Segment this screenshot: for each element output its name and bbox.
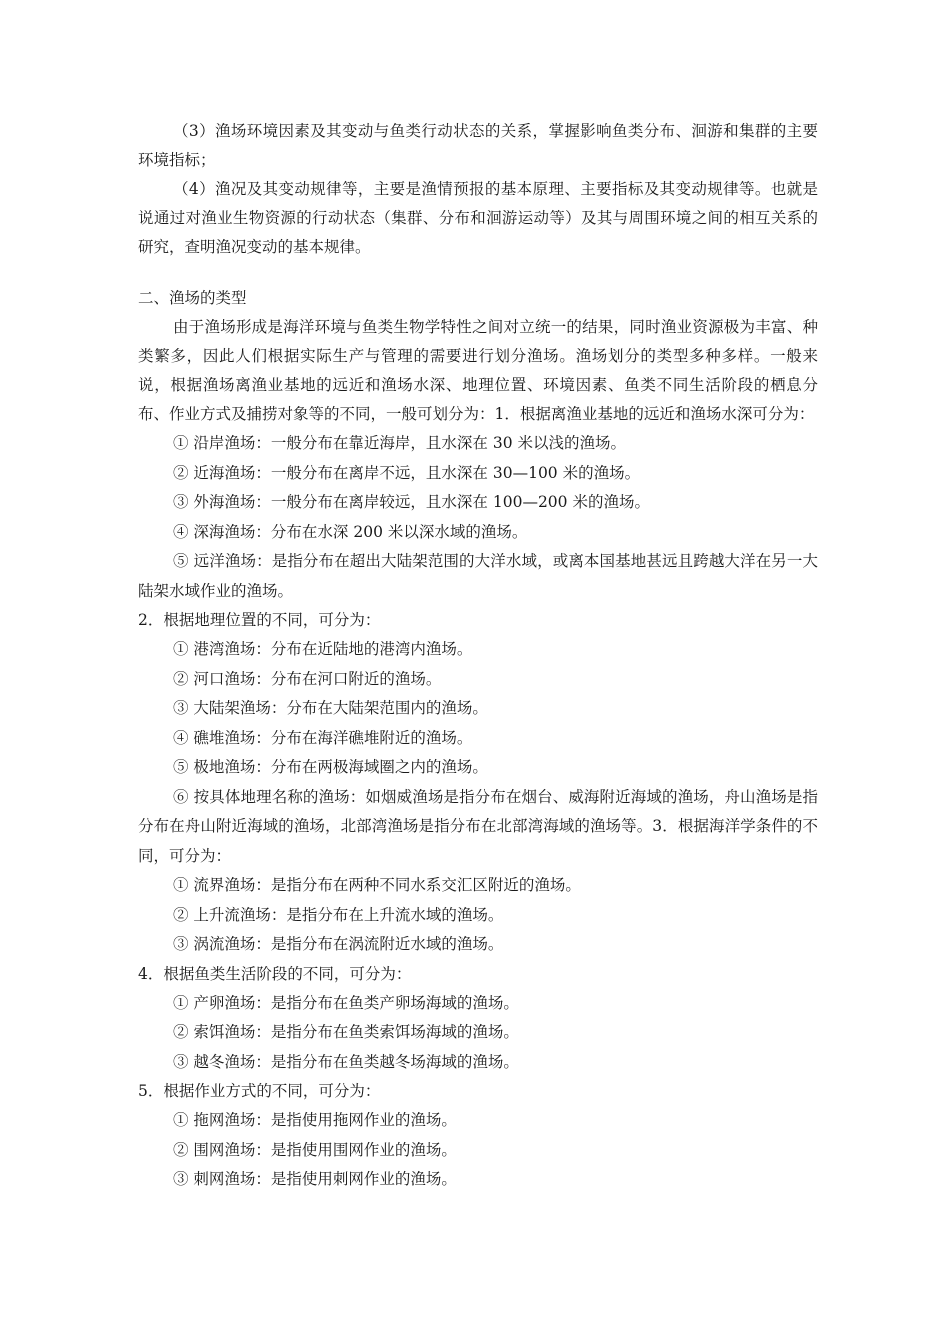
- list-item: ② 索饵渔场：是指分布在鱼类索饵场海域的渔场。: [173, 1023, 519, 1041]
- list-item: ② 围网渔场：是指使用围网作业的渔场。: [173, 1140, 457, 1159]
- document-body: [138, 117, 818, 1195]
- section-heading: 二、渔场的类型: [138, 289, 247, 307]
- list-item: ④ 礁堆渔场：分布在海洋礁堆附近的渔场。: [173, 728, 473, 747]
- subsection-title: 5．根据作业方式的不同，可分为：: [138, 1082, 381, 1100]
- list-item: ③ 外海渔场：一般分布在离岸较远，且水深在 100—200 米的渔场。: [173, 493, 650, 511]
- list-item: ① 沿岸渔场：一般分布在靠近海岸，且水深在 30 米以浅的渔场。: [173, 434, 627, 452]
- paragraph-item-3: （3）渔场环境因素及其变动与鱼类行动状态的关系，掌握影响鱼类分布、洄游和集群的主要环境指标；: [138, 122, 818, 169]
- list-item: ③ 大陆架渔场：分布在大陆架范围内的渔场。: [173, 699, 488, 717]
- list-item: ⑥ 按具体地理名称的渔场：如烟威渔场是指分布在烟台、威海附近海域的渔场，舟山渔场是指分布在舟山附近海域的渔场，北部湾渔场是指分布在北部湾海域的渔场等。3．根据海洋学条件的不同，可分为：: [138, 787, 818, 865]
- list-item: ④ 深海渔场：分布在水深 200 米以深水域的渔场。: [173, 522, 528, 541]
- list-item: ⑤ 极地渔场：分布在两极海域圈之内的渔场。: [173, 758, 488, 776]
- section-intro: 由于渔场形成是海洋环境与鱼类生物学特性之间对立统一的结果，同时渔业资源极为丰富、种类繁多，因此人们根据实际生产与管理的需要进行划分渔场。渔场划分的类型多种多样。一般来说，根据渔场离渔业基地的远近和渔场水深、地理位置、环境因素、鱼类不同生活阶段的栖息分布、作业方式及捕捞对象等的不同，一般可划分为：1．根据离渔业基地的远近和渔场水深可分为：: [138, 318, 818, 423]
- list-item: ③ 涡流渔场：是指分布在涡流附近水域的渔场。: [173, 935, 504, 953]
- paragraph-item-4: （4）渔况及其变动规律等，主要是渔情预报的基本原理、主要指标及其变动规律等。也就是说通过对渔业生物资源的行动状态（集群、分布和洄游运动等）及其与周围环境之间的相互关系的研究，查明渔况变动的基本规律。: [138, 180, 818, 256]
- list-item: ① 拖网渔场：是指使用拖网作业的渔场。: [173, 1111, 457, 1129]
- subsection-title: 2．根据地理位置的不同，可分为：: [138, 611, 381, 629]
- list-item: ① 流界渔场：是指分布在两种不同水系交汇区附近的渔场。: [173, 876, 581, 894]
- list-item: ① 港湾渔场：分布在近陆地的港湾内渔场。: [173, 640, 473, 658]
- list-item: ③ 刺网渔场：是指使用刺网作业的渔场。: [173, 1170, 457, 1188]
- list-item: ③ 越冬渔场：是指分布在鱼类越冬场海域的渔场。: [173, 1052, 519, 1071]
- section-gap: [138, 262, 818, 284]
- list-item: ② 近海渔场：一般分布在离岸不远，且水深在 30—100 米的渔场。: [173, 463, 641, 482]
- list-item: ① 产卵渔场：是指分布在鱼类产卵场海域的渔场。: [173, 993, 519, 1012]
- list-item: ⑤ 远洋渔场：是指分布在超出大陆架范围的大洋水域，或离本国基地甚远且跨越大洋在另一大陆架水域作业的渔场。: [138, 552, 818, 600]
- list-item: ② 河口渔场：分布在河口附近的渔场。: [173, 669, 442, 688]
- subsection-title: 4．根据鱼类生活阶段的不同，可分为：: [138, 964, 412, 983]
- list-item: ② 上升流渔场：是指分布在上升流水域的渔场。: [173, 905, 504, 924]
